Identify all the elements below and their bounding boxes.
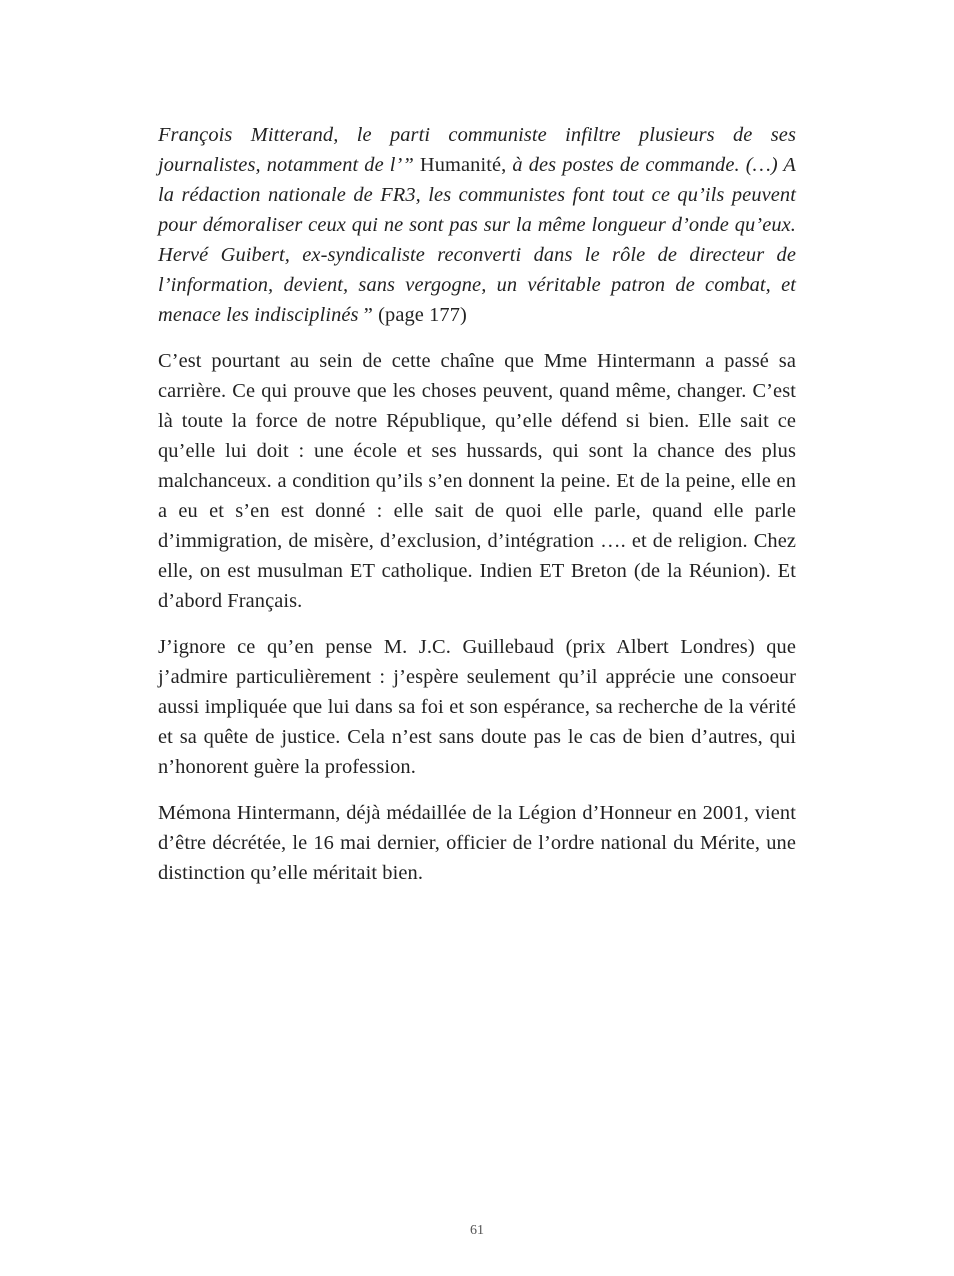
quote-text-part1: François Mitterand, le parti communiste infiltre plusieurs de ses journalistes, notamment de l’” (158, 124, 796, 176)
paragraph-distinction: Mémona Hintermann, déjà médaillée de la Légion d’Honneur en 2001, vient d’être décrétée, le 16 mai dernier, officier de l’ordre national du Mérite, une distinction qu’elle méritait bien. (158, 802, 796, 884)
body-text (158, 120, 796, 904)
page-number: 61 (470, 1223, 484, 1238)
quote-paragraph (158, 120, 796, 330)
paragraph-career: C’est pourtant au sein de cette chaîne que Mme Hintermann a passé sa carrière. Ce qui prouve que les choses peuvent, quand même, changer. C’est là toute la force de notre République, qu’elle défend si bien. Elle sait ce qu’elle lui doit : une école et ses hussards, qui sont la chance des plus malchanceux. a condition qu’ils s’en donnent la peine. Et de la peine, elle en a eu et s’en est donné : elle sait de quoi elle parle, quand elle parle d’immigration, de misère, d’exclusion, d’intégration …. et de religion. Chez elle, on est musulman ET catholique. Indien ET Breton (de la Réunion). Et d’abord Français. (158, 350, 796, 612)
quote-humanite: Humanité, (413, 154, 513, 176)
paragraph-guillebaud: J’ignore ce qu’en pense M. J.C. Guillebaud (prix Albert Londres) que j’admire particulièrement : j’espère seulement qu’il apprécie une consoeur aussi impliquée que lui dans sa foi et son espérance, sa recherche de la vérité et sa quête de justice. Cela n’est sans doute pas le cas de bien d’autres, qui n’honorent guère la profession. (158, 636, 796, 778)
quote-citation: ” (page 177) (358, 304, 467, 326)
quote-text-part2: à des postes de commande. (…) A la rédaction nationale de FR3, les communistes font tout ce qu’ils peuvent pour démoraliser ceux qui ne sont pas sur la même longueur d’onde qu’eux. Hervé Guibert, ex-syndicaliste reconverti dans le rôle de directeur de l’information, devient, sans vergogne, un véritable patron de combat, et menace les indisciplinés (158, 154, 796, 326)
